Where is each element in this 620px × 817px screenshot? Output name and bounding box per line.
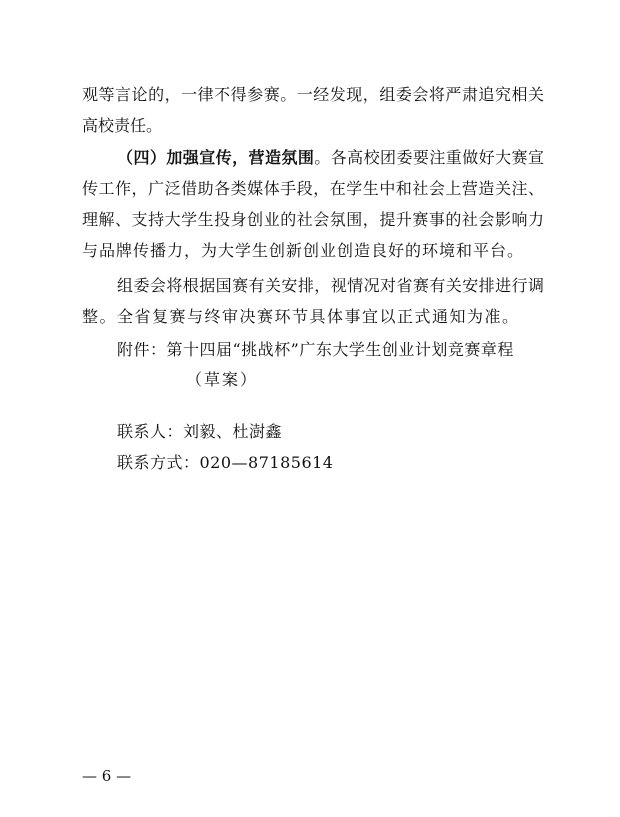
paragraph-line: 与品牌传播力，为大学生创新创业创造良好的环境和平台。 [82,241,525,260]
contact-phone: 联系方式：020—87185614 [117,453,334,472]
paragraph-line: 组委会将根据国赛有关安排，视情况对省赛有关安排进行调 [117,276,544,295]
paragraph-line: 理解、支持大学生投身创业的社会氛围，提升赛事的社会影响力 [82,210,544,229]
contact-people: 联系人：刘毅、杜澍鑫 [117,422,283,441]
attachment-line: （草案） [186,370,259,389]
section-heading: （四）加强宣传，营造氛围 [117,148,315,167]
paragraph-line [117,148,544,168]
paragraph-line: 高校责任。 [82,116,163,135]
attachment-line: 附件：第十四届“挑战杯”广东大学生创业计划竞赛章程 [117,340,514,359]
paragraph-line: 整。全省复赛与终审决赛环节具体事宜以正式通知为准。 [82,307,520,326]
page-number: — 6 — [82,767,132,785]
paragraph-line: 观等言论的，一律不得参赛。一经发现，组委会将严肃追究相关 [82,85,544,104]
paragraph-line: 传工作，广泛借助各类媒体手段，在学生中和社会上营造关注、 [82,179,544,198]
paragraph-text: 。各高校团委要注重做好大赛宣 [314,148,544,167]
